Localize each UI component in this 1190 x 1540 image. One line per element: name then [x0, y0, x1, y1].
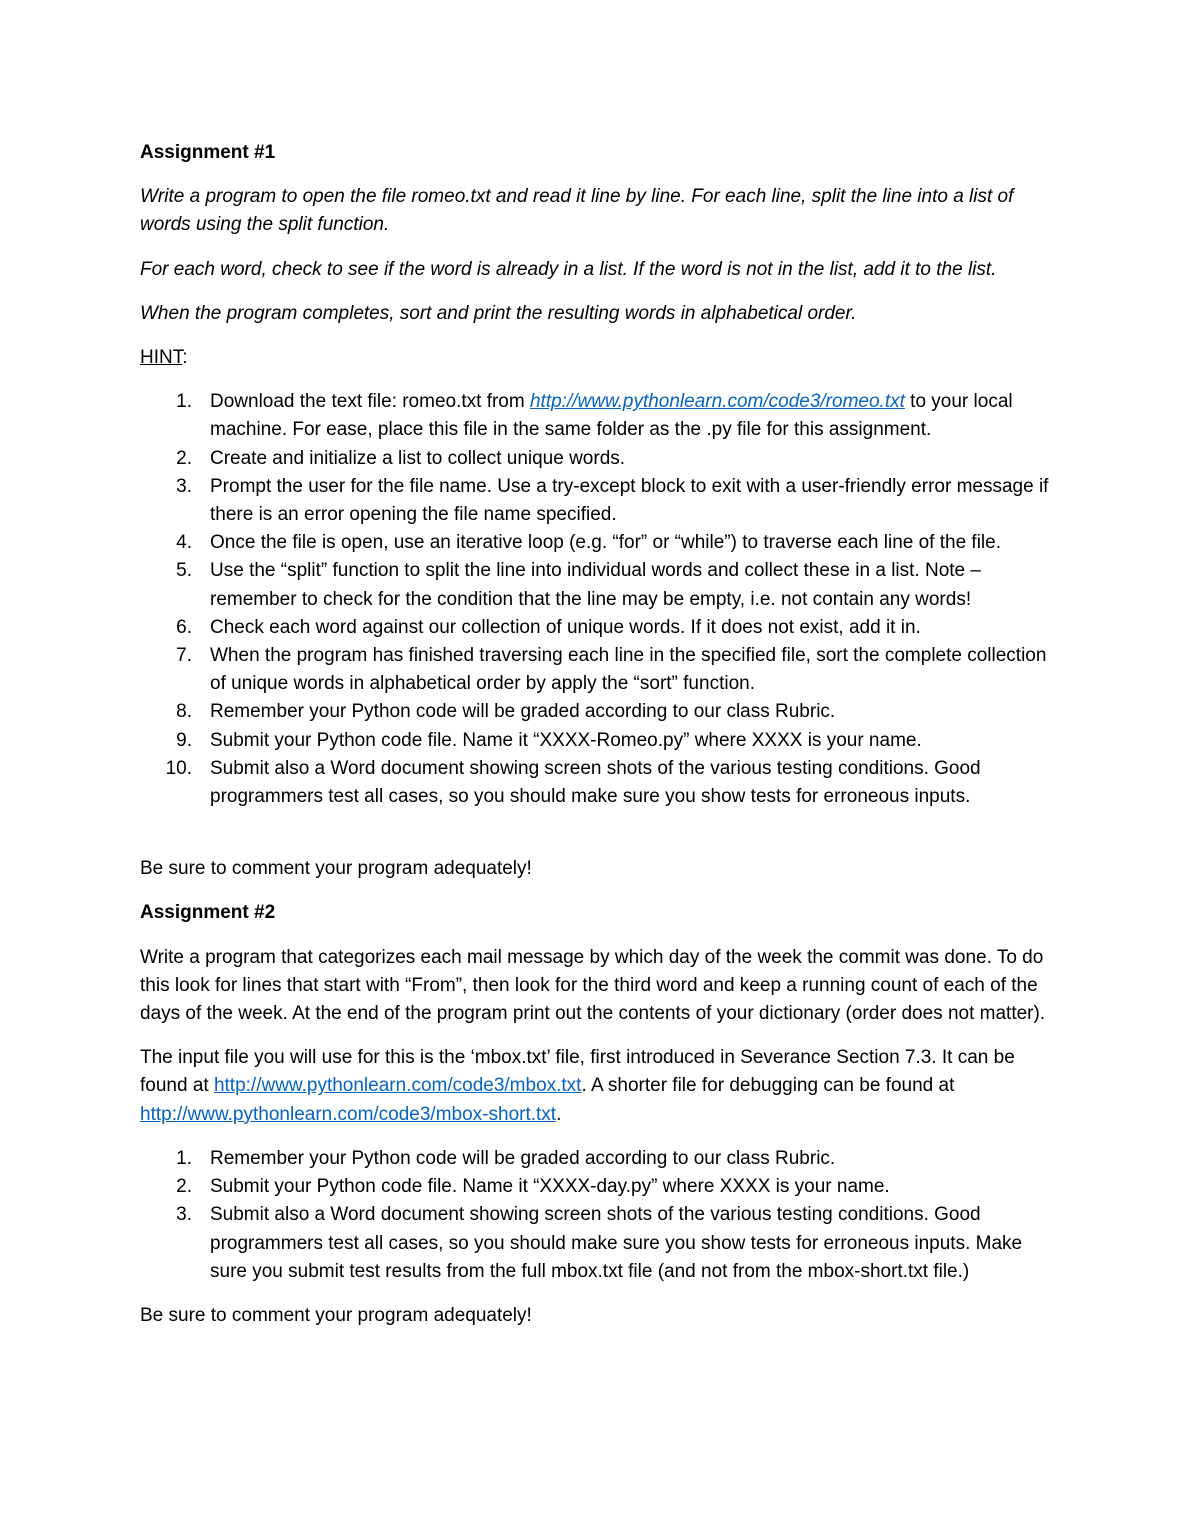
- assignment1-closing: Be sure to comment your program adequately!: [140, 858, 532, 880]
- list-item-text: Check each word against our collection of unique words. If it does not exist, add it in.: [210, 616, 921, 638]
- list-item-text: When the program has finished traversing each line in the specified file, sort the complete collection of unique words in alphabetical order by apply the “sort” function.: [210, 645, 1047, 695]
- assignment2-paragraph-1: Write a program that categorizes each mail message by which day of the week the commit was done. To do this look for lines that start with “From”, then look for the third word and keep a running count of each of the days of the week. At the end of the program print out the contents of your dictionary (order does not matter).: [140, 946, 1046, 1025]
- list-item: [140, 614, 1052, 642]
- romeo-download-link[interactable]: http://www.pythonlearn.com/code3/romeo.txt: [529, 391, 905, 413]
- hint-line: [140, 344, 1052, 372]
- list-item: [140, 1201, 1052, 1286]
- hint-label: HINT: [140, 347, 183, 369]
- assignment1-paragraph-3: When the program completes, sort and print the resulting words in alphabetical order.: [140, 302, 857, 324]
- list-item-text: Submit also a Word document showing screen shots of the various testing conditions. Good programmers test all cases, so you should make sure you show tests for erroneous inputs.: [210, 757, 981, 808]
- list-item-number: 7.: [176, 645, 192, 667]
- paragraph-text-before: The input file you will use for this is the ‘mbox.txt’ file, first introduced in Severance Section 7.3. It can be found at: [140, 1047, 1015, 1097]
- list-item-number: 3.: [176, 475, 192, 497]
- assignment1-paragraph-1: Write a program to open the file romeo.txt and read it line by line. For each line, split the line into a list of words using the split function.: [140, 186, 1014, 236]
- list-item-number: 8.: [176, 701, 192, 723]
- assignment2-steps-list: [140, 1145, 1052, 1286]
- list-item-text: Once the file is open, use an iterative loop (e.g. “for” or “while”) to traverse each line of the file.: [210, 532, 1001, 554]
- assignment2-paragraph-2: [140, 1044, 1052, 1129]
- list-item-text: Create and initialize a list to collect unique words.: [210, 447, 626, 469]
- assignment1-paragraph-2: For each word, check to see if the word is already in a list. If the word is not in the list, add it to the list.: [140, 258, 997, 280]
- list-item-number: 1.: [176, 391, 192, 413]
- assignment1-heading: Assignment #1: [140, 142, 276, 163]
- document-page: [140, 139, 1052, 1346]
- list-item-text: Submit also a Word document showing screen shots of the various testing conditions. Good programmers test all cases, so you should make sure you show tests for erroneous inputs. Make sure you submit test results from the full mbox.txt file (and not from the mbox-short.txt file.): [210, 1204, 1023, 1282]
- list-item-text: Use the “split” function to split the line into individual words and collect these in a list. Note – remember to check for the condition that the line may be empty, i.e. not contain any words!: [210, 560, 981, 610]
- list-item-number: 6.: [176, 616, 192, 638]
- list-item-text: Prompt the user for the file name. Use a try-except block to exit with a user-friendly error message if there is an error opening the file name specified.: [210, 475, 1049, 526]
- list-item-number: 2.: [176, 447, 192, 469]
- list-item: [140, 529, 1052, 557]
- list-item-number: 2.: [176, 1176, 192, 1198]
- list-item-number: 3.: [176, 1204, 192, 1226]
- paragraph-text-middle: . A shorter file for debugging can be found at: [581, 1075, 955, 1097]
- list-item-text: Submit your Python code file. Name it “XXXX-day.py” where XXXX is your name.: [210, 1176, 890, 1198]
- list-item-number: 4.: [176, 532, 192, 554]
- list-item: [140, 727, 1052, 755]
- hint-colon: :: [182, 347, 188, 369]
- mbox-link[interactable]: http://www.pythonlearn.com/code3/mbox.txt: [213, 1075, 582, 1097]
- list-item: [140, 473, 1052, 529]
- list-item-number: 10.: [165, 757, 192, 779]
- assignment1-steps-list: [140, 388, 1052, 811]
- list-item-number: 1.: [176, 1147, 192, 1169]
- list-item-text: Remember your Python code will be graded according to our class Rubric.: [210, 1147, 836, 1169]
- list-item-text-after: to your local machine. For ease, place this file in the same folder as the .py file for this assignment.: [210, 391, 1013, 441]
- assignment2-heading: Assignment #2: [140, 902, 276, 924]
- list-item: [140, 755, 1052, 811]
- assignment2-closing: Be sure to comment your program adequately!: [140, 1304, 532, 1326]
- list-item-number: 5.: [176, 560, 192, 582]
- list-item: [140, 557, 1052, 613]
- mbox-short-link[interactable]: http://www.pythonlearn.com/code3/mbox-short.txt: [140, 1103, 557, 1125]
- list-item-text: Remember your Python code will be graded according to our class Rubric.: [210, 701, 836, 723]
- list-item-number: 9.: [176, 729, 192, 751]
- list-item-text: Submit your Python code file. Name it “XXXX-Romeo.py” where XXXX is your name.: [210, 729, 922, 751]
- list-item: [140, 445, 1052, 473]
- list-item: [140, 388, 1052, 444]
- list-item: [140, 1173, 1052, 1201]
- list-item: [140, 642, 1052, 698]
- paragraph-text-after: .: [556, 1103, 562, 1125]
- list-item: [140, 1145, 1052, 1173]
- list-item: [140, 698, 1052, 726]
- list-item-text-before: Download the text file: romeo.txt from: [210, 391, 530, 413]
